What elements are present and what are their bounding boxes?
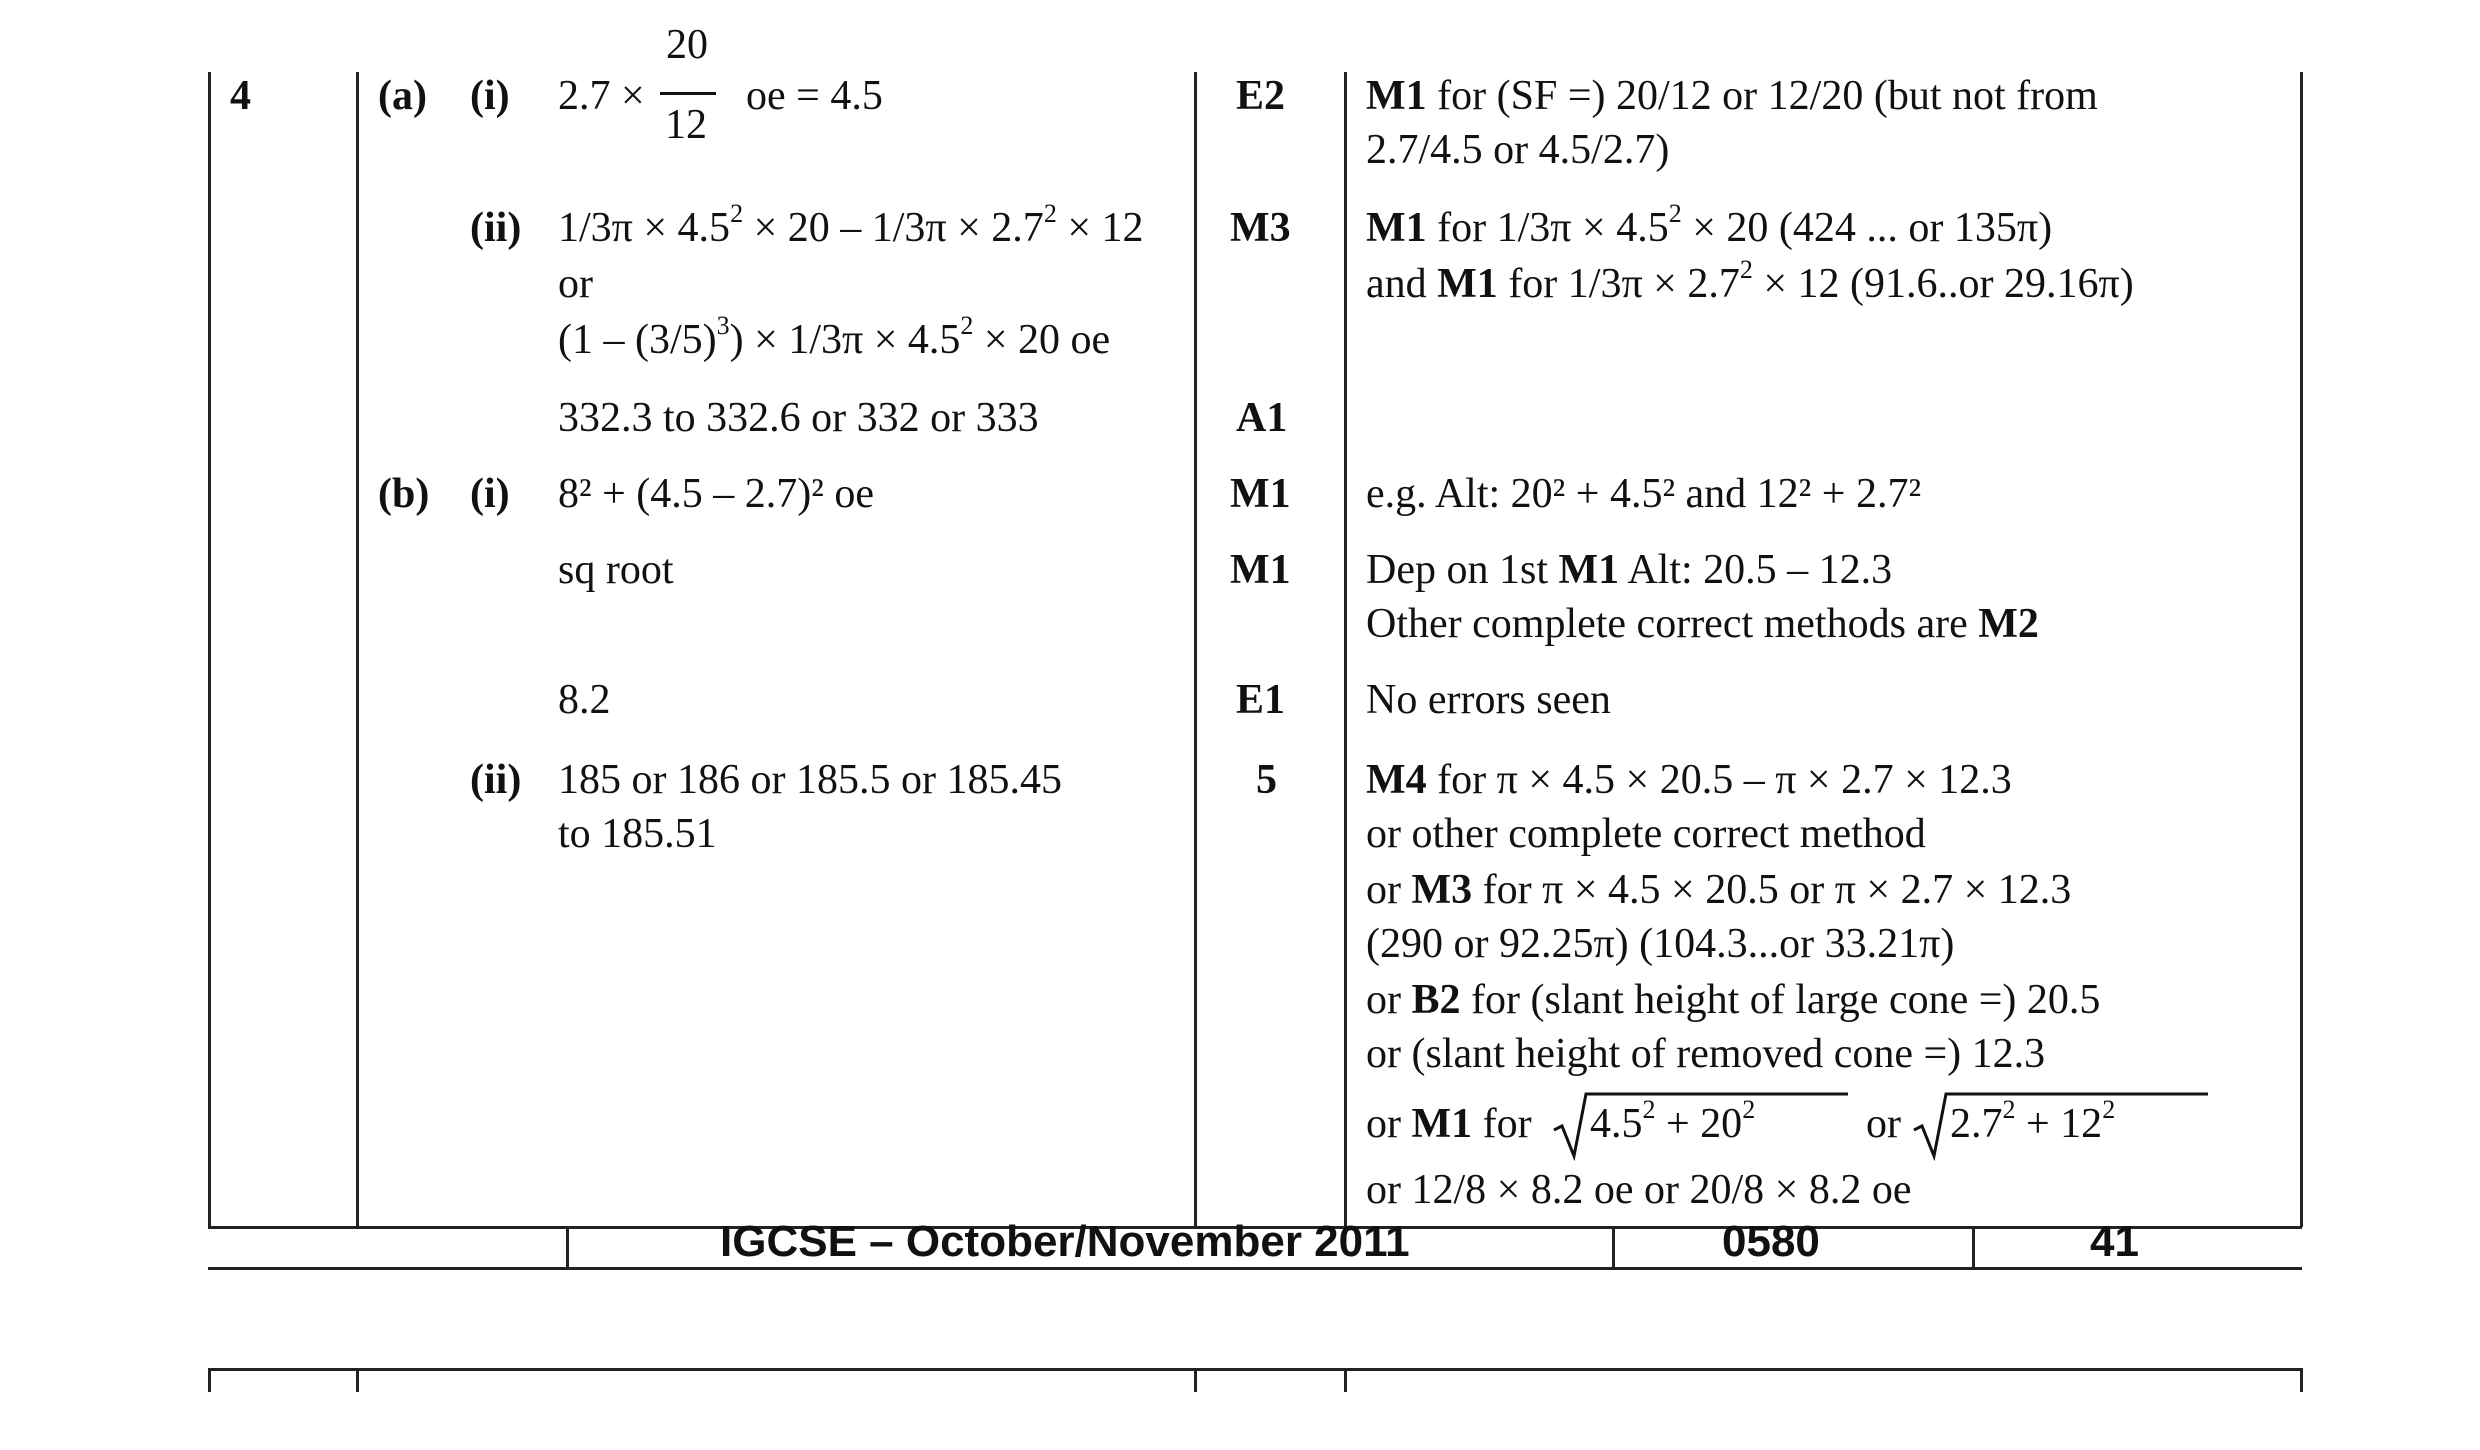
mark-b-i-final: E1 [1236,677,1286,723]
part-b-label: (b) [378,471,430,517]
guidance-b-ii-7-or: or [1866,1101,1901,1147]
guidance-b-i-3: Other complete correct methods are M2 [1366,601,2039,647]
mark-b-ii: 5 [1256,757,1277,803]
guidance-a-ii-line1: M1 for $1/3\pi \times 4.5^2 \times 20$ (424 ... or 135π) [1366,199,2053,251]
next-table-div-1 [356,1368,359,1392]
mark-a-ii-final: A1 [1236,395,1288,441]
guidance-b-ii-3: or M3 for π × 4.5 × 20.5 or π × 2.7 × 12.3 [1366,867,2072,913]
guidance-b-ii-6: or (slant height of removed cone =) 12.3 [1366,1031,2046,1077]
table-border-left [208,72,211,1227]
part-a-i-label: (i) [470,73,510,119]
guidance-a-i-line1: M1 for (SF =) 20/12 or 12/20 (but not from [1366,73,2098,119]
answer-b-i-line1: 8² + (4.5 – 2.7)² oe [558,471,874,517]
part-b-ii-label: (ii) [470,757,522,803]
question-number: 4 [230,73,251,119]
answer-a-ii-final: 332.3 to 332.6 or 332 or 333 [558,395,1039,441]
mark-b-i-1: M1 [1230,471,1291,517]
footer-divider-3 [1972,1226,1975,1270]
footer-title: IGCSE – October/November 2011 [720,1217,1410,1266]
answer-a-ii-line1: $1/3\pi \times 4.5^2 \times 20 - 1/3\pi \times 2.7^2 \times 12$ [558,199,1144,251]
answer-a-i-prefix: 2.7 × [558,73,645,119]
part-b-i-label: (i) [470,471,510,517]
guidance-b-ii-8: or 12/8 × 8.2 oe or 20/8 × 8.2 oe [1366,1167,1912,1213]
next-table-div-3 [1344,1368,1347,1392]
sqrt-radicand-2: $2.7^2 + 12^2$ [1950,1095,2116,1147]
next-table-div-2 [1194,1368,1197,1392]
table-divider-qu [356,72,359,1227]
answer-a-ii-line3: $(1 - (3/5)^3) \times 1/3\pi \times 4.5^2 \times 20$ oe [558,311,1111,363]
next-table-left [208,1368,211,1392]
mark-a-i: E2 [1236,73,1286,119]
guidance-a-i-line2: 2.7/4.5 or 4.5/2.7) [1366,127,1670,173]
guidance-b-i-1: e.g. Alt: 20² + 4.5² and 12² + 2.7² [1366,471,1922,517]
answer-b-i-line2: sq root [558,547,674,593]
answer-a-ii-line2: or [558,261,593,307]
next-table-right [2300,1368,2303,1392]
fraction-bar [660,92,716,95]
answer-a-i-post: oe = 4.5 [746,73,883,119]
fraction-numerator: 20 [666,22,708,68]
part-a-ii-label: (ii) [470,205,522,251]
part-a-label: (a) [378,73,427,119]
mark-a-ii: M3 [1230,205,1291,251]
guidance-b-i-2: Dep on 1st M1 Alt: 20.5 – 12.3 [1366,547,1893,593]
answer-b-ii-line2: to 185.51 [558,811,717,857]
mark-b-i-2: M1 [1230,547,1291,593]
guidance-b-i-final: No errors seen [1366,677,1611,723]
guidance-b-ii-1: M4 for π × 4.5 × 20.5 – π × 2.7 × 12.3 [1366,757,2012,803]
answer-b-i-final: 8.2 [558,677,611,723]
footer-divider-2 [1612,1226,1615,1270]
footer-paper: 41 [2090,1217,2139,1266]
table-divider-mark [1344,72,1347,1227]
footer-divider-1 [566,1226,569,1270]
answer-b-ii-line1: 185 or 186 or 185.5 or 185.45 [558,757,1062,803]
guidance-b-ii-2: or other complete correct method [1366,811,1926,857]
guidance-b-ii-5: or B2 for (slant height of large cone =) 20.5 [1366,977,2101,1023]
sqrt-radicand-1: $4.5^2 + 20^2$ [1590,1095,1756,1147]
fraction-denominator: 12 [665,102,707,148]
table-divider-answer [1194,72,1197,1227]
footer-syllabus: 0580 [1722,1217,1820,1266]
fraction-a-i [660,22,716,148]
guidance-b-ii-4: (290 or 92.25π) (104.3...or 33.21π) [1366,921,1955,967]
guidance-b-ii-7-prefix: or M1 for [1366,1101,1532,1147]
next-table-top-line [208,1368,2302,1371]
table-border-right [2300,72,2303,1227]
guidance-a-ii-line2: and M1 for $1/3\pi \times 2.7^2 \times 12$ (91.6..or 29.16π) [1366,255,2134,307]
footer-bottom-line [208,1267,2302,1270]
